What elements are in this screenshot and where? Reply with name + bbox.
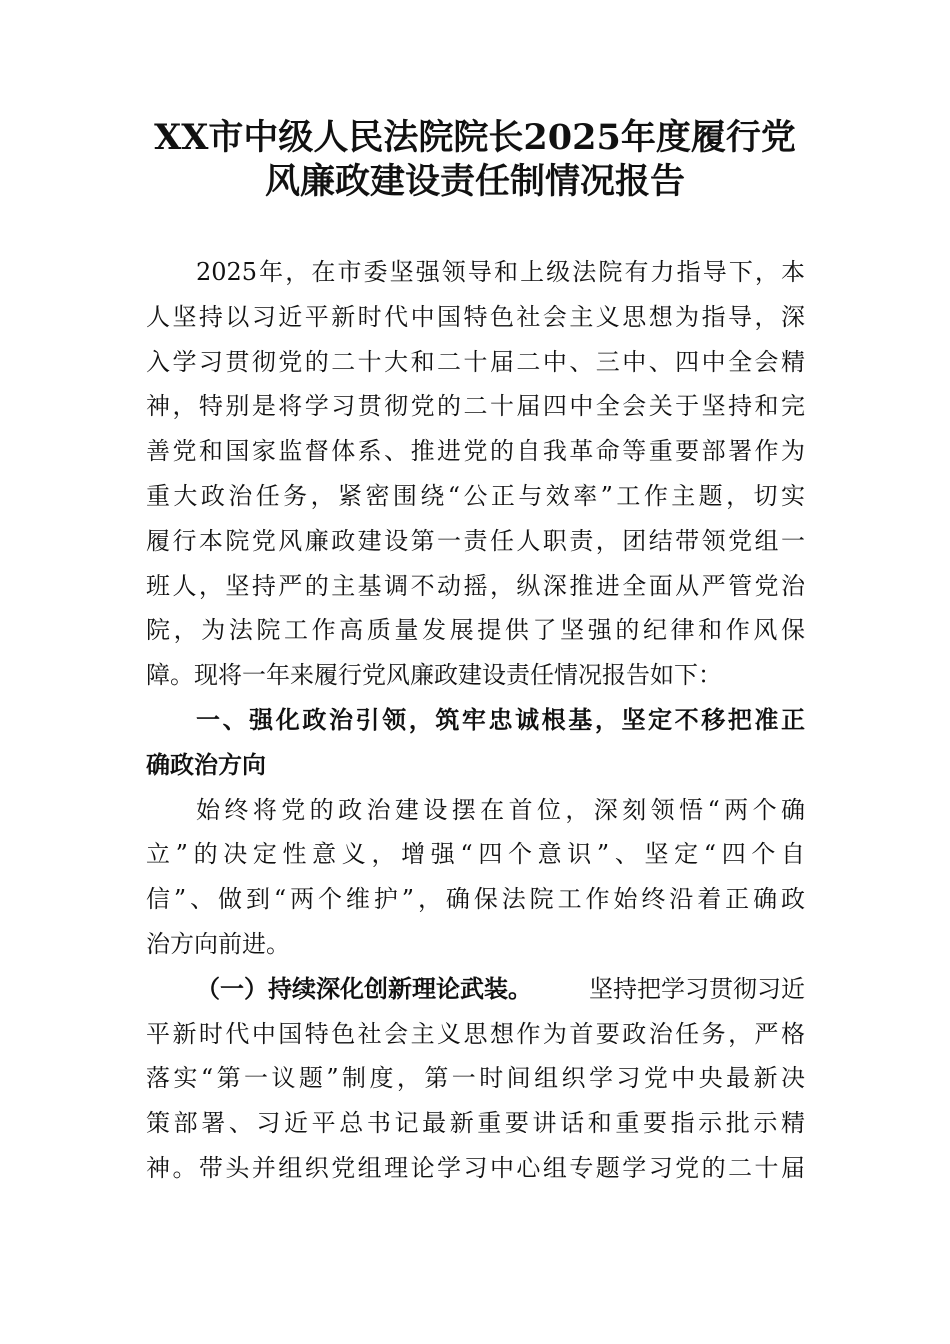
section-heading-line: 确政治方向 <box>146 749 266 779</box>
paragraph-line: 始终将党的政治建设摆在首位，深刻领悟“两个确 <box>196 795 805 824</box>
paragraph-line: 2025年，在市委坚强领导和上级法院有力指导下，本 <box>196 258 805 286</box>
paragraph-line: 善党和国家监督体系、推进党的自我革命等重要部署作为 <box>146 437 805 466</box>
paragraph-line: 信”、做到“两个维护”，确保法院工作始终沿着正确政 <box>146 885 805 914</box>
paragraph-text: 坚持把学习贯彻习近 <box>589 974 805 1003</box>
paragraph-line: 治方向前进。 <box>146 929 290 958</box>
subsection-heading: （一）持续深化创新理论武装。 <box>196 973 532 1003</box>
paragraph-line: 重大政治任务，紧密围绕“公正与效率”工作主题，切实 <box>146 481 805 510</box>
paragraph-line: 班人，坚持严的主基调不动摇，纵深推进全面从严管党治 <box>146 571 805 600</box>
paragraph-line: 履行本院党风廉政建设第一责任人职责，团结带领党组一 <box>146 526 805 555</box>
paragraph-line: 人坚持以习近平新时代中国特色社会主义思想为指导，深 <box>146 302 805 331</box>
paragraph-line: 神。带头并组织党组理论学习中心组专题学习党的二十届 <box>146 1153 805 1182</box>
paragraph-line: 落实“第一议题”制度，第一时间组织学习党中央最新决 <box>146 1064 805 1093</box>
paragraph-line: 入学习贯彻党的二十大和二十届二中、三中、四中全会精 <box>146 347 805 376</box>
paragraph-line: 障。现将一年来履行党风廉政建设责任情况报告如下： <box>146 661 722 690</box>
subsection-line <box>146 967 805 1012</box>
document-title-line-2: 风廉政建设责任制情况报告 <box>264 161 685 202</box>
paragraph-line: 立”的决定性意义，增强“四个意识”、坚定“四个自 <box>146 840 805 869</box>
document-title-line-1: XX市中级人民法院院长2025年度履行党 <box>154 117 796 158</box>
paragraph-line: 平新时代中国特色社会主义思想作为首要政治任务，严格 <box>146 1019 805 1048</box>
paragraph-line: 神，特别是将学习贯彻党的二十届四中全会关于坚持和完 <box>146 392 805 421</box>
document-body <box>146 250 805 1191</box>
paragraph-line: 院，为法院工作高质量发展提供了坚强的纪律和作风保 <box>146 616 805 645</box>
paragraph-line: 策部署、习近平总书记最新重要讲话和重要指示批示精 <box>146 1109 805 1138</box>
section-heading-line: 一、强化政治引领，筑牢忠诚根基，坚定不移把准正 <box>196 704 805 734</box>
